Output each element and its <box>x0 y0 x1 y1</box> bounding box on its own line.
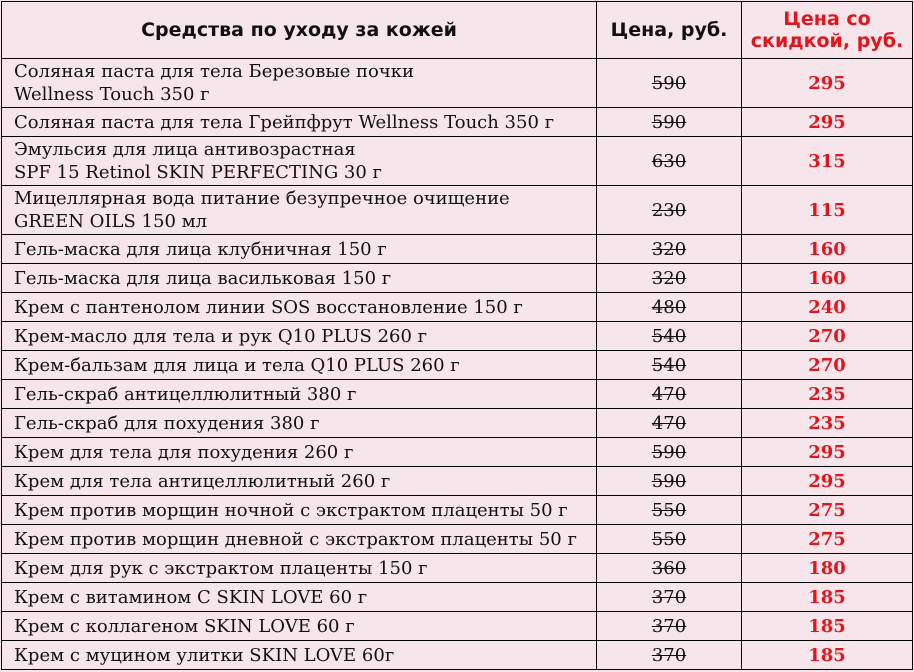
old-price <box>597 59 742 108</box>
old-price-value: 470 <box>651 412 687 434</box>
old-price <box>597 322 742 351</box>
product-name <box>2 467 597 496</box>
old-price-value: 480 <box>651 296 687 318</box>
discount-price: 185 <box>742 612 913 641</box>
table-row <box>2 409 913 438</box>
table-row <box>2 322 913 351</box>
price-table <box>1 1 913 670</box>
product-name-line: Соляная паста для тела Березовые почки <box>14 61 415 82</box>
product-name-line: Гель-скраб для похудения 380 г <box>14 412 320 434</box>
product-name <box>2 108 597 137</box>
table-row <box>2 235 913 264</box>
old-price <box>597 108 742 137</box>
product-name-line: Крем против морщин дневной с экстрактом плаценты 50 г <box>14 528 577 550</box>
discount-price: 240 <box>742 293 913 322</box>
product-name-line: Крем-бальзам для лица и тела Q10 PLUS 260 г <box>14 354 460 376</box>
product-name-line: Мицеллярная вода питание безупречное очищение <box>14 188 510 209</box>
product-name <box>2 235 597 264</box>
product-name <box>2 612 597 641</box>
product-name-line: Крем для рук с экстрактом плаценты 150 г <box>14 557 428 579</box>
old-price-value: 540 <box>651 325 687 347</box>
discount-price: 185 <box>742 641 913 670</box>
old-price-value: 630 <box>651 150 687 172</box>
table-row <box>2 612 913 641</box>
header-discount-price <box>742 2 913 59</box>
table-row <box>2 438 913 467</box>
table-row <box>2 525 913 554</box>
discount-price: 235 <box>742 380 913 409</box>
product-name-line: Крем-масло для тела и рук Q10 PLUS 260 г <box>14 325 428 347</box>
header-discount-line2: скидкой, руб. <box>750 30 904 52</box>
old-price-value: 590 <box>651 111 687 133</box>
product-name-line: Крем с пантенолом линии SOS восстановление 150 г <box>14 296 523 318</box>
product-name-line: Гель-скраб антицеллюлитный 380 г <box>14 383 357 405</box>
old-price <box>597 235 742 264</box>
old-price <box>597 641 742 670</box>
product-name-line: Wellness Touch 350 г <box>14 84 210 105</box>
discount-price: 160 <box>742 264 913 293</box>
discount-price: 295 <box>742 467 913 496</box>
old-price <box>597 467 742 496</box>
discount-price: 295 <box>742 438 913 467</box>
old-price-value: 550 <box>651 499 687 521</box>
product-name-line: SPF 15 Retinol SKIN PERFECTING 30 г <box>14 162 382 183</box>
old-price-value: 320 <box>651 238 687 260</box>
product-name <box>2 293 597 322</box>
product-name-line: Крем с витамином С SKIN LOVE 60 г <box>14 586 368 608</box>
table-row <box>2 186 913 235</box>
product-name <box>2 496 597 525</box>
discount-price: 315 <box>742 137 913 186</box>
old-price-value: 320 <box>651 267 687 289</box>
old-price <box>597 583 742 612</box>
discount-price: 270 <box>742 351 913 380</box>
product-name-line: Крем для тела антицеллюлитный 260 г <box>14 470 391 492</box>
old-price-value: 230 <box>651 199 687 221</box>
old-price <box>597 264 742 293</box>
old-price <box>597 380 742 409</box>
product-name-line: Крем для тела для похудения 260 г <box>14 441 354 463</box>
table-row <box>2 137 913 186</box>
discount-price: 235 <box>742 409 913 438</box>
table-body <box>2 59 913 670</box>
product-name <box>2 380 597 409</box>
product-name <box>2 351 597 380</box>
table-row <box>2 264 913 293</box>
product-name <box>2 554 597 583</box>
old-price-value: 370 <box>651 615 687 637</box>
discount-price: 160 <box>742 235 913 264</box>
product-name <box>2 525 597 554</box>
discount-price: 115 <box>742 186 913 235</box>
old-price-value: 550 <box>651 528 687 550</box>
old-price <box>597 612 742 641</box>
product-name <box>2 409 597 438</box>
product-name <box>2 59 597 108</box>
old-price <box>597 496 742 525</box>
product-name <box>2 438 597 467</box>
table-row <box>2 641 913 670</box>
discount-price: 270 <box>742 322 913 351</box>
product-name-line: Крем с муцином улитки SKIN LOVE 60г <box>14 644 395 666</box>
old-price <box>597 409 742 438</box>
discount-price: 295 <box>742 108 913 137</box>
product-name-line: GREEN OILS 150 мл <box>14 211 208 232</box>
product-name-line: Гель-маска для лица клубничная 150 г <box>14 238 387 260</box>
table-row <box>2 554 913 583</box>
product-name <box>2 186 597 235</box>
old-price <box>597 293 742 322</box>
discount-price: 275 <box>742 496 913 525</box>
old-price <box>597 137 742 186</box>
old-price <box>597 525 742 554</box>
old-price-value: 360 <box>651 557 687 579</box>
table-row <box>2 467 913 496</box>
header-row <box>2 2 913 59</box>
old-price-value: 590 <box>651 470 687 492</box>
old-price-value: 590 <box>651 441 687 463</box>
discount-price: 275 <box>742 525 913 554</box>
old-price-value: 470 <box>651 383 687 405</box>
product-name <box>2 322 597 351</box>
product-name-line: Крем с коллагеном SKIN LOVE 60 г <box>14 615 355 637</box>
discount-price: 185 <box>742 583 913 612</box>
table-row <box>2 59 913 108</box>
old-price-value: 370 <box>651 586 687 608</box>
product-name <box>2 583 597 612</box>
product-name-line: Соляная паста для тела Грейпфрут Wellness Touch 350 г <box>14 111 555 133</box>
product-name <box>2 264 597 293</box>
table-row <box>2 108 913 137</box>
old-price-value: 540 <box>651 354 687 376</box>
product-name <box>2 137 597 186</box>
table-row <box>2 351 913 380</box>
table-row <box>2 583 913 612</box>
table-row <box>2 380 913 409</box>
product-name-line: Эмульсия для лица антивозрастная <box>14 139 356 160</box>
product-name-line: Крем против морщин ночной с экстрактом плаценты 50 г <box>14 499 568 521</box>
discount-price: 180 <box>742 554 913 583</box>
product-name <box>2 641 597 670</box>
header-discount-line1: Цена со <box>783 8 871 30</box>
old-price <box>597 554 742 583</box>
header-price: Цена, руб. <box>597 2 742 59</box>
table-row <box>2 496 913 525</box>
old-price <box>597 438 742 467</box>
product-name-line: Гель-маска для лица васильковая 150 г <box>14 267 392 289</box>
old-price <box>597 186 742 235</box>
old-price <box>597 351 742 380</box>
header-product: Средства по уходу за кожей <box>2 2 597 59</box>
old-price-value: 370 <box>651 644 687 666</box>
discount-price: 295 <box>742 59 913 108</box>
table-row <box>2 293 913 322</box>
old-price-value: 590 <box>651 72 687 94</box>
